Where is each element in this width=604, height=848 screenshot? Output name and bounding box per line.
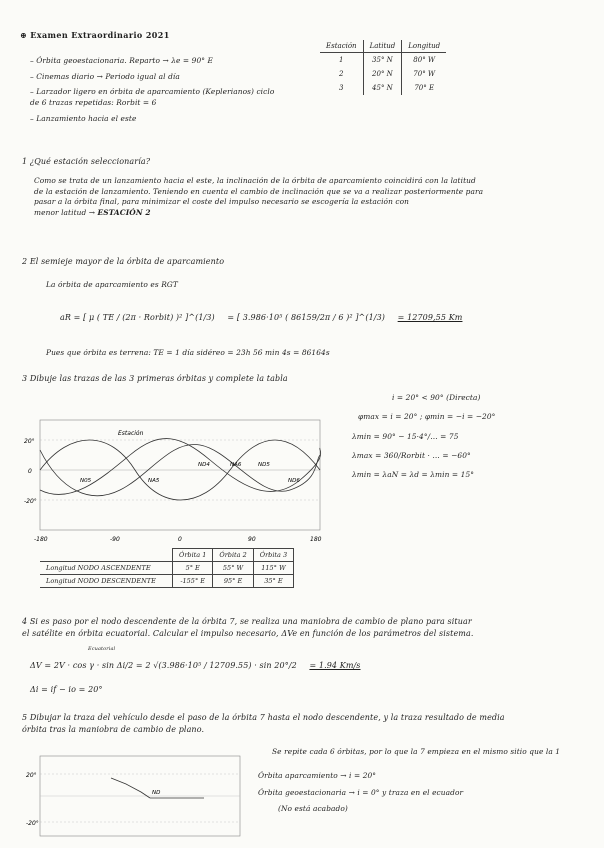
plot-frame — [40, 420, 320, 530]
question-1-heading: 1 ¿Qué estación seleccionaría? — [22, 157, 151, 166]
question-2-heading: 2 El semieje mayor de la órbita de aparcamiento — [22, 257, 225, 266]
list-item: – Cinemas diario → Periodo igual al día — [30, 71, 180, 81]
node-label: ND4 — [198, 462, 210, 468]
ground-track-plot — [24, 410, 330, 545]
q2-line: La órbita de aparcamiento es RGT — [46, 280, 178, 289]
list-item: – Larzador ligero en órbita de aparcamiento (Keplerianos) ciclo de 6 trazas repetidas: Rorbit = 6 — [30, 87, 275, 108]
table-header: Estación — [320, 40, 363, 53]
q3-side-notes: i = 20° < 90° (Directa) φmax = i = 20° ; φmin = −i = −20° λmin = 90° − 15·4°/… = 75 λmax = 360/Rorbit · … = −60° λmin = λaN = λd = λmin = 15° — [352, 393, 496, 479]
table-header: Latitud — [363, 40, 402, 53]
table-row: Longitud NODO DESCENDENTE -155° E 95° E 35° E — [40, 575, 294, 588]
x-tick-label: -180 — [34, 536, 48, 543]
y-tick-label: 20° — [26, 772, 37, 779]
table-header: Órbita 1 — [173, 549, 213, 562]
node-label: NA6 — [230, 462, 242, 468]
q4-annotation: Ecuatorial — [88, 646, 116, 652]
x-tick-label: 180 — [310, 536, 322, 543]
station-label: Estación — [118, 430, 144, 437]
table-header: Longitud — [402, 40, 446, 53]
y-tick-label: -20° — [24, 498, 37, 505]
answer-station: ESTACIÓN 2 — [97, 208, 151, 218]
problem-statement — [30, 56, 300, 130]
delta-v-formula: ΔV = 2V · cos γ · sin Δi/2 = 2 √(3.986·10⁵ / 12709.55) · sin 20°/2 = 1.94 Km/s — [30, 661, 361, 670]
node-label: ND6 — [288, 478, 300, 484]
y-tick-label: -20° — [26, 820, 39, 827]
table-header: Órbita 2 — [213, 549, 253, 562]
question-3-heading: 3 Dibuje las trazas de las 3 primeras órbitas y complete la tabla — [22, 374, 288, 383]
list-item: – Lanzamiento hacia el este — [30, 113, 137, 123]
question-4-heading: 4 Si es paso por el nodo descendente de la órbita 7, se realiza una maniobra de cambio de plano para situar el satélite en órbita ecuatorial. Calcular el impulso necesario, ΔVe en función de los parámetros del sistema. — [22, 617, 474, 638]
y-tick-label: 0 — [28, 468, 32, 475]
table-row: Longitud NODO ASCENDENTE 5° E 55° W 115° W — [40, 562, 294, 575]
x-tick-label: -90 — [110, 536, 120, 543]
question-1-answer: Como se trata de un lanzamiento hacia el este, la inclinación de la órbita de aparcamiento coincidirá con la latitud de la estación de lanzamiento. Teniendo en cuenta el cambio de inclinación que se va a realizar posteriormente para pasar a la órbita final, para minimizar el coste del impulso necesario se escogería la estación con menor latitud → ESTACIÓN 2 — [34, 176, 484, 218]
page-title: ⊕ Examen Extraordinario 2021 — [20, 30, 170, 40]
semi-major-axis-result: = 12709,55 Km — [397, 313, 463, 322]
stations-table — [320, 40, 446, 95]
delta-v-result: = 1.94 Km/s — [309, 661, 361, 670]
q2-note: Pues que órbita es terrena: TE = 1 día sidéreo = 23h 56 min 4s = 86164s — [46, 348, 330, 357]
node-label: N05 — [80, 478, 92, 484]
table-row: 2 20° N 70° W — [320, 67, 446, 81]
y-tick-label: 20° — [24, 438, 35, 445]
table-row: 3 45° N 70° E — [320, 81, 446, 95]
node-label: ND5 — [258, 462, 270, 468]
node-label: NA5 — [148, 478, 160, 484]
table-row: 1 35° N 80° W — [320, 53, 446, 68]
orbit-7-track — [111, 778, 150, 798]
q5-notes: Se repite cada 6 órbitas, por lo que la 7 empieza en el mismo sitio que la 1 Órbita aparcamiento → i = 20° Órbita geoestacionaria → i = 0° y traza en el ecuador (No está acabado) — [258, 747, 561, 813]
delta-i: Δi = if − io = 20° — [30, 685, 103, 694]
x-tick-label: 0 — [178, 536, 182, 543]
x-tick-label: 90 — [248, 536, 256, 543]
maneuver-track-plot — [26, 752, 251, 842]
node-label: ND — [152, 790, 161, 796]
semi-major-axis-formula: aR = [ μ ( TE / (2π · Rorbit) )² ]^(1/3) = [ 3.986·10⁵ ( 86159/2π / 6 )² ]^(1/3) = 12709,55 Km — [60, 313, 463, 322]
question-5-heading: 5 Dibujar la traza del vehículo desde el paso de la órbita 7 hasta el nodo descendente, y la traza resultado de media órbita tras la maniobra de cambio de plano. — [22, 713, 505, 734]
list-item: – Órbita geoestacionaria. Reparto → λe = 90° E — [30, 56, 213, 65]
table-header: Órbita 3 — [253, 549, 293, 562]
orbit-nodes-table — [40, 548, 294, 588]
